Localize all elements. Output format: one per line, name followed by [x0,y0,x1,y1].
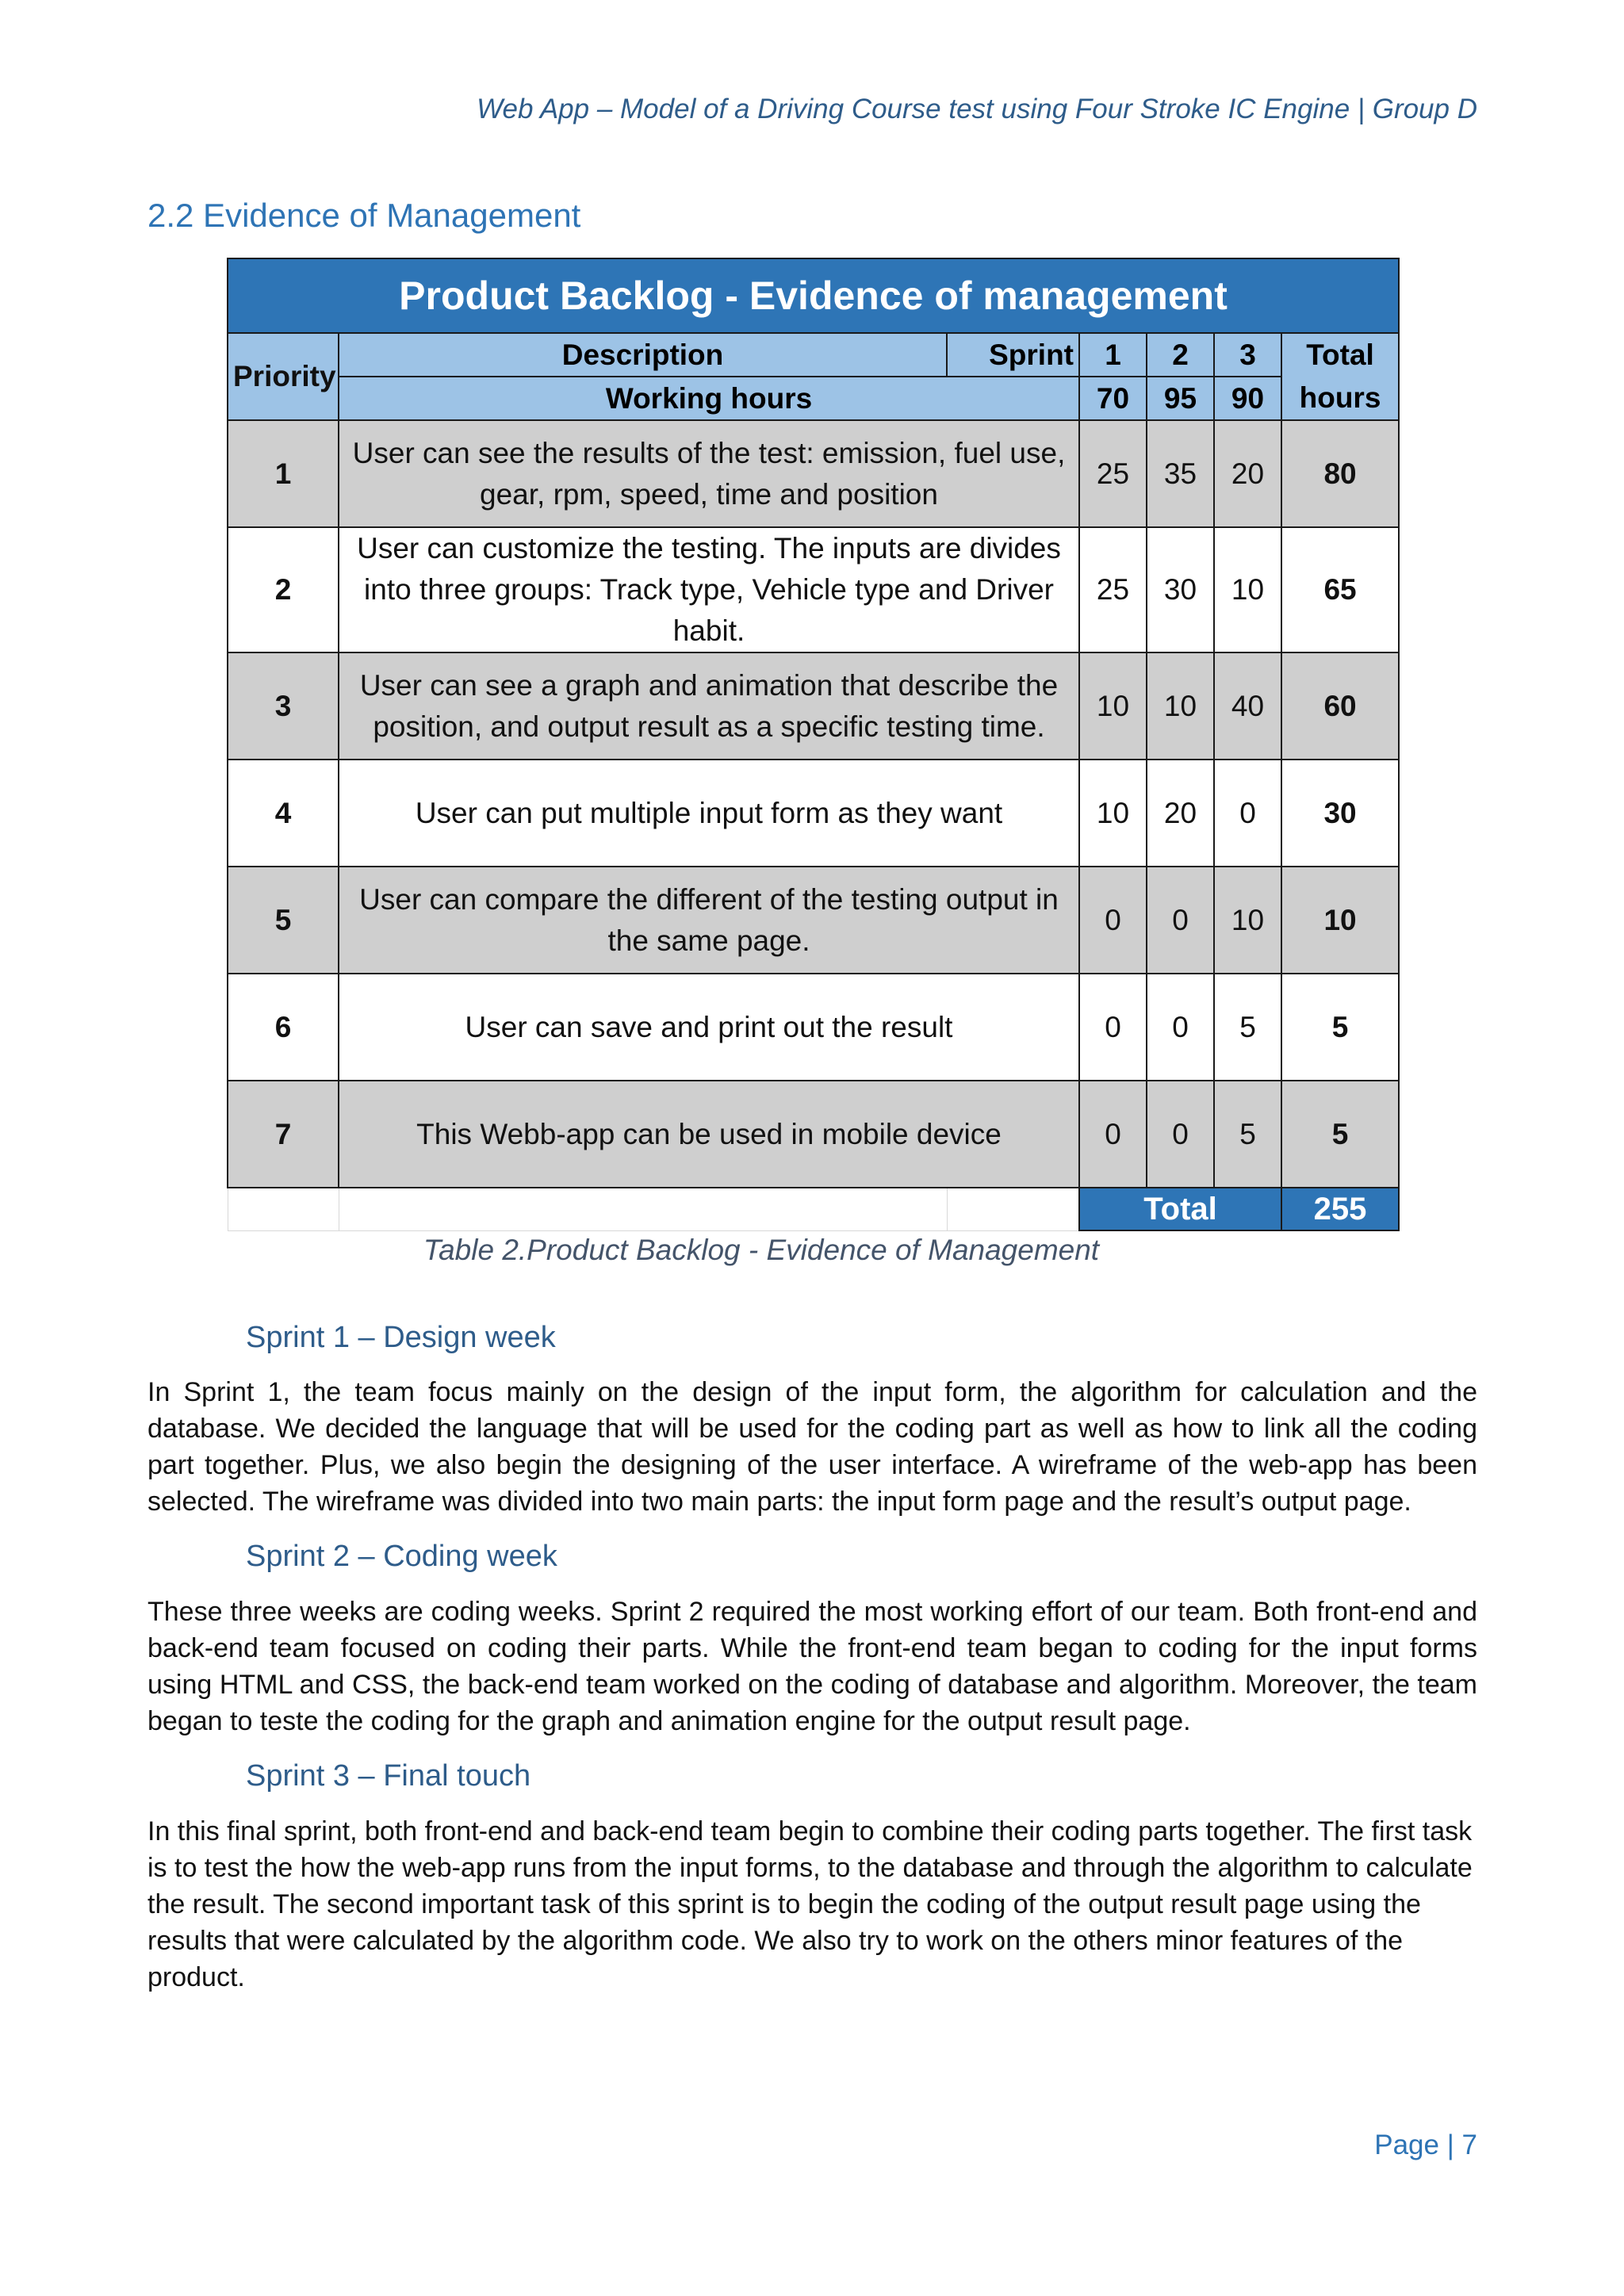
page-header: Web App – Model of a Driving Course test using Four Stroke IC Engine | Group D [477,94,1477,124]
sprint-1-paragraph: In Sprint 1, the team focus mainly on the design of the input form, the algorithm for calculation and the database. We decided the language that will be used for the coding part as well as how to link all the coding part together. Plus, we also begin the designing of the user interface. A wireframe of the web-app has been selected. The wireframe was divided into two main parts: the input form page and the result’s output page. [147,1377,1477,1517]
table-row [228,652,1399,760]
total-cell: 5 [1281,974,1399,1081]
total-row [228,1188,1399,1230]
table-caption: Table 2.Product Backlog - Evidence of Management [423,1234,1100,1266]
blank-cell [947,1188,1079,1230]
table-row [228,974,1399,1081]
sprint-1-cell: 10 [1079,760,1147,867]
description-cell: User can compare the different of the testing output in the same page. [339,867,1079,974]
sprint-2-cell: 0 [1147,1081,1214,1188]
sprint-2-header: 2 [1147,333,1214,377]
description-cell: This Webb-app can be used in mobile device [339,1081,1079,1188]
sprint-3-cell: 20 [1214,420,1281,527]
sprint-3-cell: 0 [1214,760,1281,867]
sprint-2-cell: 10 [1147,652,1214,760]
product-backlog-table [227,258,1400,1231]
page-number: Page | 7 [1374,2130,1477,2160]
sprint-3-header: 3 [1214,333,1281,377]
total-cell: 5 [1281,1081,1399,1188]
sprint-2-hours: 95 [1147,377,1214,420]
total-hours-header: Total hours [1281,333,1399,420]
description-cell: User can customize the testing. The inputs are divides into three groups: Track type, Vehicle type and Driver habit. [339,527,1079,652]
total-cell: 80 [1281,420,1399,527]
table-row [228,527,1399,652]
sprint-3-paragraph: In this final sprint, both front-end and back-end team begin to combine their coding parts together. The first task is to test the how the web-app runs from the input forms, to the database and through the algorithm to calculate the result. The second important task of this sprint is to begin the coding of the output result page using the results that were calculated by the algorithm code. We also try to work on the others minor features of the product. [147,1816,1473,1992]
grand-total: 255 [1281,1188,1399,1230]
sprint-header: Sprint [947,333,1079,377]
sprint-1-cell: 0 [1079,867,1147,974]
sprint-2-cell: 30 [1147,527,1214,652]
priority-cell: 3 [228,652,339,760]
description-cell: User can save and print out the result [339,974,1079,1081]
sprint-2-cell: 35 [1147,420,1214,527]
sprint-3-cell: 40 [1214,652,1281,760]
total-label: Total [1079,1188,1281,1230]
sprint-2-cell: 0 [1147,867,1214,974]
sprint-1-hours: 70 [1079,377,1147,420]
sprint-1-header: 1 [1079,333,1147,377]
sprint-1-cell: 25 [1079,420,1147,527]
priority-cell: 1 [228,420,339,527]
description-cell: User can see the results of the test: emission, fuel use, gear, rpm, speed, time and position [339,420,1079,527]
working-hours-header: Working hours [339,377,1079,420]
table-row [228,1081,1399,1188]
sprint-1-cell: 10 [1079,652,1147,760]
blank-cell [339,1188,947,1230]
table-title: Product Backlog - Evidence of management [228,258,1399,333]
table-row [228,867,1399,974]
description-cell: User can see a graph and animation that describe the position, and output result as a specific testing time. [339,652,1079,760]
priority-header: Priority [228,333,339,420]
total-cell: 65 [1281,527,1399,652]
sprint-3-hours: 90 [1214,377,1281,420]
total-cell: 10 [1281,867,1399,974]
description-header: Description [339,333,947,377]
priority-cell: 6 [228,974,339,1081]
sprint-3-cell: 5 [1214,1081,1281,1188]
total-cell: 60 [1281,652,1399,760]
table-row [228,420,1399,527]
sprint-1-cell: 0 [1079,1081,1147,1188]
sprint-1-heading: Sprint 1 – Design week [246,1321,556,1354]
sprint-3-cell: 5 [1214,974,1281,1081]
sprint-3-cell: 10 [1214,527,1281,652]
priority-cell: 7 [228,1081,339,1188]
sprint-2-cell: 0 [1147,974,1214,1081]
sprint-1-cell: 25 [1079,527,1147,652]
section-heading: 2.2 Evidence of Management [147,197,581,234]
sprint-2-cell: 20 [1147,760,1214,867]
sprint-3-cell: 10 [1214,867,1281,974]
blank-cell [228,1188,339,1230]
sprint-1-cell: 0 [1079,974,1147,1081]
sprint-3-heading: Sprint 3 – Final touch [246,1759,531,1793]
priority-cell: 2 [228,527,339,652]
description-cell: User can put multiple input form as they want [339,760,1079,867]
table-row [228,760,1399,867]
priority-cell: 5 [228,867,339,974]
sprint-2-paragraph: These three weeks are coding weeks. Sprint 2 required the most working effort of our team. Both front-end and back-end team focused on coding their parts. While the front-end team began to coding for the input forms using HTML and CSS, the back-end team worked on the coding of database and algorithm. Moreover, the team began to teste the coding for the graph and animation engine for the output result page. [147,1597,1477,1736]
sprint-2-heading: Sprint 2 – Coding week [246,1540,557,1573]
total-cell: 30 [1281,760,1399,867]
priority-cell: 4 [228,760,339,867]
